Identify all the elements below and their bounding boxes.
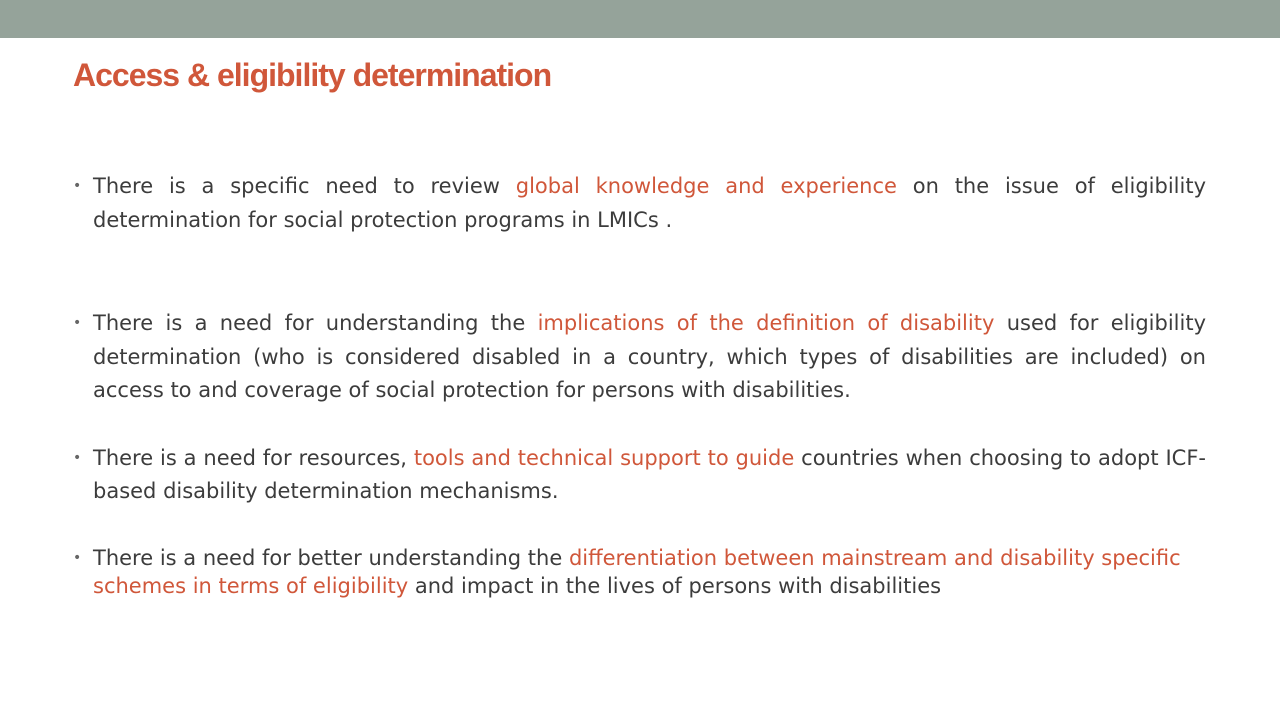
top-accent-bar xyxy=(0,0,1280,38)
bullet-dot-icon: • xyxy=(73,315,82,331)
bullet-text: used for eligibility determination (who is considered disabled in a country, which types of disabilities are included) on access to and coverage of social protection for persons with disabilities. xyxy=(93,311,1207,402)
bullet-list xyxy=(73,170,1206,600)
bullet-text: There is a specific need to review xyxy=(93,174,516,198)
bullet-dot-icon: • xyxy=(73,178,82,194)
bullet-text: There is a need for resources, xyxy=(93,445,414,470)
bullet-text: There is a need for understanding the xyxy=(93,311,538,335)
bullet-text: and impact in the lives of persons with disabilities xyxy=(408,573,942,598)
slide-title: Access & eligibility determination xyxy=(73,57,552,93)
bullet-highlight: differentiation between mainstream and disability specific schemes in terms of eligibility xyxy=(93,545,1181,598)
bullet-item xyxy=(73,544,1206,600)
bullet-text: on the issue of eligibility determination for social protection programs in LMICs . xyxy=(93,174,1206,232)
bullet-text: countries when choosing to adopt ICF-based disability determination mechanisms. xyxy=(93,445,1206,503)
bullet-item xyxy=(73,307,1206,408)
bullet-dot-icon: • xyxy=(73,449,82,466)
bullet-text: There is a need for better understanding the xyxy=(93,545,569,570)
bullet-item xyxy=(73,170,1206,237)
bullet-item xyxy=(73,442,1206,509)
bullet-dot-icon: • xyxy=(73,549,82,566)
bullet-highlight: tools and technical support to guide xyxy=(413,445,795,470)
bullet-highlight: global knowledge and experience xyxy=(515,174,897,198)
bullet-highlight: implications of the definition of disability xyxy=(537,311,995,335)
